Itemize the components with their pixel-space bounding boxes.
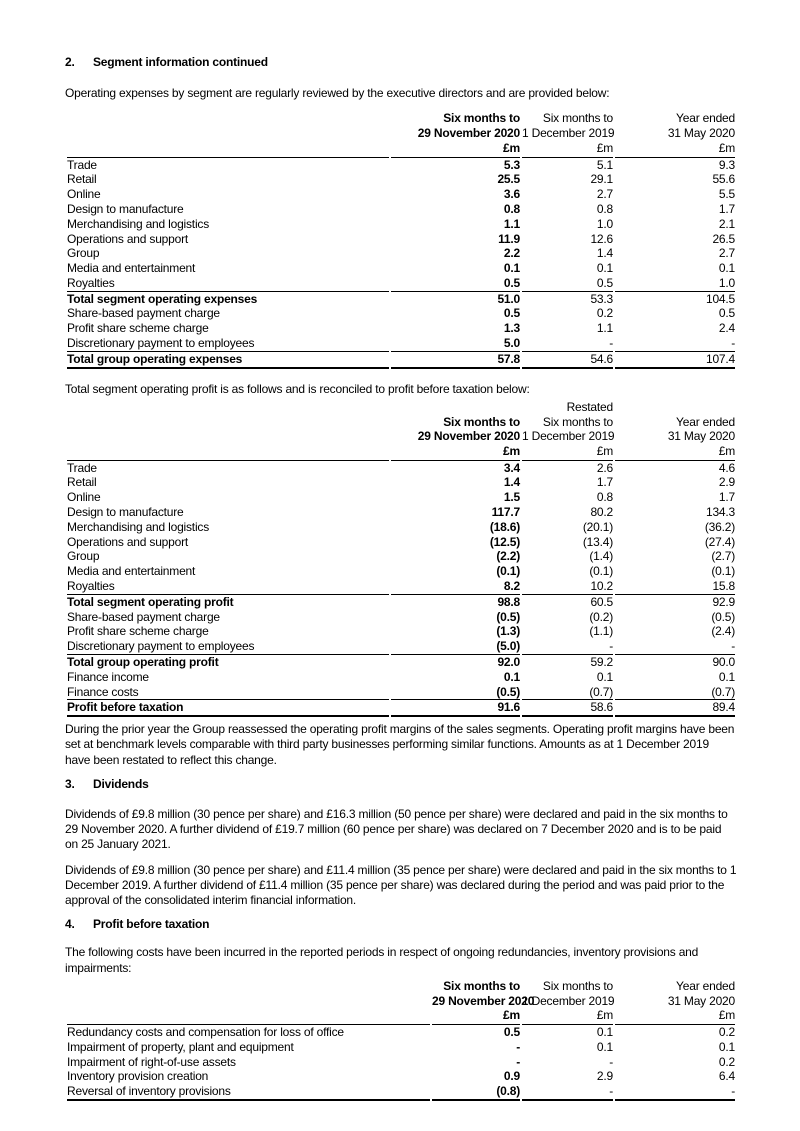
cell-value: 25.5	[497, 172, 520, 187]
header-line: £m	[718, 443, 735, 458]
cell-value: 0.5	[596, 275, 613, 290]
cell-value: 1.1	[596, 321, 613, 336]
header-line: £m	[596, 443, 613, 458]
table-row	[67, 610, 735, 625]
section-number: 2.	[65, 55, 75, 69]
cell-value: (0.5)	[496, 609, 520, 624]
header-line: 31 May 2020	[667, 126, 735, 141]
cell-value: 1.4	[596, 246, 613, 261]
cell-value: 0.1	[503, 669, 520, 684]
cell-value: 1.4	[503, 475, 520, 490]
cell-value: 26.5	[712, 231, 735, 246]
header-line: £m	[503, 140, 520, 155]
row-label: Impairment of property, plant and equipment	[67, 1039, 294, 1054]
cell-value: (0.8)	[432, 1084, 520, 1101]
cell-value: 0.1	[718, 261, 735, 276]
row-label: Share-based payment charge	[67, 306, 220, 321]
cell-value: 55.6	[712, 172, 735, 187]
cell-value: -	[615, 1084, 735, 1101]
row-label: Profit before taxation	[67, 699, 389, 717]
row-label: Royalties	[67, 579, 115, 594]
table-row	[67, 461, 735, 476]
cell-value: (20.1)	[582, 519, 613, 534]
table-row	[67, 232, 735, 247]
row-label: Retail	[67, 475, 97, 490]
header-line: 1 December 2019	[522, 993, 615, 1008]
cell-value: (1.3)	[496, 624, 520, 639]
cell-value: 134.3	[705, 505, 735, 520]
cell-value: 0.2	[718, 1054, 735, 1069]
cell-value: (0.1)	[589, 564, 613, 579]
section-number: 4.	[65, 917, 75, 932]
cell-value: 10.2	[590, 579, 613, 594]
table-row	[67, 1025, 735, 1040]
cell-value: 5.5	[718, 187, 735, 202]
table-row	[67, 1040, 735, 1055]
table-row	[67, 624, 735, 639]
table-row	[67, 535, 735, 550]
restatement-note: During the prior year the Group reassessed the operating profit margins of the sales segments. Operating profit margins have been set at benchmark levels comparable with third party businesses performing similar functions. Amounts as at 1 December 2019 have been restated to reflect this change.	[65, 722, 735, 767]
row-label: Trade	[67, 157, 97, 172]
cell-value: 107.4	[615, 351, 735, 369]
cell-value: 1.5	[503, 490, 520, 505]
period-column-header	[391, 400, 520, 461]
cell-value: 3.4	[503, 460, 520, 475]
table-row	[67, 579, 735, 594]
cell-value: 5.1	[596, 157, 613, 172]
header-line: 1 December 2019	[522, 429, 615, 444]
row-label: Group	[67, 246, 100, 261]
cell-value: (1.4)	[589, 549, 613, 564]
header-line: Six months to	[443, 414, 520, 429]
row-label: Total group operating expenses	[67, 351, 389, 369]
cell-value: 0.5	[718, 306, 735, 321]
row-label: Royalties	[67, 275, 115, 290]
row-label-column-header	[67, 400, 389, 461]
cell-value: 1.7	[718, 201, 735, 216]
cell-value: -	[731, 639, 735, 654]
cell-value: (2.7)	[711, 549, 735, 564]
cell-value: 3.6	[503, 187, 520, 202]
cell-value: (0.2)	[589, 609, 613, 624]
period-column-header	[522, 400, 613, 461]
header-line: Six months to	[443, 111, 520, 126]
cell-value: 2.7	[596, 187, 613, 202]
operating-profit-table	[65, 400, 737, 717]
cell-value: -	[609, 1054, 613, 1069]
row-label: Discretionary payment to employees	[67, 336, 255, 351]
period-column-header	[522, 111, 613, 157]
cell-value: 104.5	[615, 291, 735, 307]
header-line: £m	[718, 1008, 735, 1023]
table-row	[67, 505, 735, 520]
table-row	[67, 276, 735, 291]
cell-value: (0.5)	[496, 684, 520, 699]
row-label: Online	[67, 187, 101, 202]
cell-value: (0.1)	[711, 564, 735, 579]
table-row	[67, 549, 735, 564]
table-row	[67, 520, 735, 535]
row-label: Retail	[67, 172, 97, 187]
period-column-header	[615, 979, 735, 1025]
period-column-header	[522, 979, 613, 1025]
table-header-row	[67, 400, 735, 461]
table-row	[67, 246, 735, 261]
total-row	[67, 699, 735, 717]
table-row	[67, 172, 735, 187]
cell-value: 0.1	[596, 669, 613, 684]
row-label-column-header	[67, 111, 389, 157]
header-line: Six months to	[542, 111, 613, 126]
table-row	[67, 158, 735, 173]
cell-value: -	[609, 639, 613, 654]
cell-value: 5.0	[503, 336, 520, 351]
cell-value: 0.1	[718, 669, 735, 684]
cell-value: 5.3	[503, 157, 520, 172]
period-column-header	[615, 111, 735, 157]
total-row	[67, 291, 735, 307]
row-label: Profit share scheme charge	[67, 321, 209, 336]
row-label: Discretionary payment to employees	[67, 639, 255, 654]
cell-value: 2.1	[718, 216, 735, 231]
row-label: Design to manufacture	[67, 505, 184, 520]
table-row	[67, 1055, 735, 1070]
cell-value: -	[731, 336, 735, 351]
row-label: Trade	[67, 460, 97, 475]
row-label: Total segment operating expenses	[67, 291, 389, 307]
operating-expenses-table	[65, 111, 737, 368]
cell-value: 0.1	[503, 261, 520, 276]
cell-value: 0.5	[503, 306, 520, 321]
header-line: £m	[503, 443, 520, 458]
header-line: Six months to	[542, 978, 613, 993]
table-row	[67, 639, 735, 654]
row-label: Share-based payment charge	[67, 609, 220, 624]
cell-value: 117.7	[491, 505, 520, 520]
cell-value: 92.9	[615, 594, 735, 610]
cell-value: (13.4)	[582, 534, 613, 549]
cell-value: 2.4	[718, 321, 735, 336]
row-label: Merchandising and logistics	[67, 216, 210, 231]
cell-value: 57.8	[391, 351, 520, 369]
row-label: Media and entertainment	[67, 564, 196, 579]
cell-value: 2.9	[596, 1069, 613, 1084]
cell-value: 0.2	[718, 1024, 735, 1039]
cell-value: 80.2	[590, 505, 613, 520]
cell-value: (0.1)	[496, 564, 520, 579]
cell-value: 2.2	[503, 246, 520, 261]
header-line: 31 May 2020	[667, 429, 735, 444]
cell-value: 0.1	[596, 1039, 613, 1054]
cell-value: 59.2	[522, 654, 613, 670]
section-title: Profit before taxation	[93, 917, 210, 932]
cell-value: 29.1	[590, 172, 613, 187]
period-column-header	[391, 111, 520, 157]
table-row	[67, 1069, 735, 1084]
cell-value: 0.8	[596, 490, 613, 505]
cell-value: 54.6	[522, 351, 613, 369]
header-line: Year ended	[676, 414, 735, 429]
table-row	[67, 202, 735, 217]
cell-value: 15.8	[712, 579, 735, 594]
row-label: Finance income	[67, 669, 149, 684]
row-label: Inventory provision creation	[67, 1069, 209, 1084]
table-row	[67, 187, 735, 202]
cell-value: 2.7	[718, 246, 735, 261]
table-row	[67, 490, 735, 505]
cell-value: 0.5	[503, 275, 520, 290]
table-row	[67, 1084, 735, 1101]
cell-value: 0.2	[596, 306, 613, 321]
row-label: Finance costs	[67, 684, 139, 699]
cell-value: 0.1	[596, 1024, 613, 1039]
cell-value: (27.4)	[704, 534, 735, 549]
cell-value: 89.4	[615, 699, 735, 717]
cell-value: 1.7	[718, 490, 735, 505]
dividends-paragraph-prior: Dividends of £9.8 million (30 pence per share) and £11.4 million (35 pence per share) were declared and paid in the six months to 1 December 2019. A further dividend of £11.4 million (35 pence per share) was declared during the period and was paid prior to the approval of the consolidated interim financial information.	[65, 862, 737, 908]
table-row	[67, 306, 735, 321]
cell-value: 0.8	[596, 201, 613, 216]
table-row	[67, 261, 735, 276]
cell-value: 92.0	[391, 654, 520, 670]
cell-value: 53.3	[522, 291, 613, 307]
costs-intro: The following costs have been incurred in the reported periods in respect of ongoing redundancies, inventory provisions and impairments:	[65, 945, 699, 975]
row-label: Group	[67, 549, 100, 564]
cell-value: 1.7	[596, 475, 613, 490]
row-label: Operations and support	[67, 534, 189, 549]
cell-value: 51.0	[391, 291, 520, 307]
cell-value: 11.9	[498, 231, 520, 246]
row-label: Reversal of inventory provisions	[67, 1084, 430, 1101]
table-row	[67, 321, 735, 336]
row-label: Impairment of right-of-use assets	[67, 1054, 236, 1069]
table-row	[67, 217, 735, 232]
cell-value: 2.6	[596, 460, 613, 475]
cell-value: 1.0	[718, 275, 735, 290]
cell-value: 60.5	[522, 594, 613, 610]
cell-value: 1.0	[596, 216, 613, 231]
cell-value: -	[609, 336, 613, 351]
cell-value: 2.9	[718, 475, 735, 490]
row-label: Online	[67, 490, 101, 505]
table-row	[67, 564, 735, 579]
section-title: Segment information continued	[93, 55, 268, 69]
row-label: Media and entertainment	[67, 261, 196, 276]
total-row	[67, 351, 735, 369]
cell-value: 1.3	[503, 321, 520, 336]
dividends-paragraph-current: Dividends of £9.8 million (30 pence per share) and £16.3 million (50 pence per share) were declared and paid in the six months to 29 November 2020. A further dividend of £19.7 million (60 pence per share) was declared on 7 December 2020 and is to be paid on 25 January 2021.	[65, 807, 728, 852]
header-line: £m	[596, 1008, 613, 1023]
cell-value: 0.1	[596, 261, 613, 276]
cell-value: (2.2)	[496, 549, 520, 564]
cell-value: (1.1)	[589, 624, 613, 639]
cell-value: 4.6	[718, 460, 735, 475]
header-line: 29 November 2020	[432, 993, 535, 1008]
cell-value: (12.5)	[489, 534, 520, 549]
cell-value: 58.6	[522, 699, 613, 717]
operating-expenses-intro: Operating expenses by segment are regularly reviewed by the executive directors and are provided below:	[65, 86, 610, 101]
costs-table	[65, 979, 737, 1101]
header-line: Six months to	[443, 978, 520, 993]
cell-value: -	[522, 1084, 613, 1101]
row-label: Operations and support	[67, 231, 189, 246]
cell-value: 1.1	[503, 216, 520, 231]
row-label: Merchandising and logistics	[67, 519, 210, 534]
cell-value: 12.6	[590, 231, 613, 246]
section-heading-dividends	[65, 777, 737, 792]
header-line: £m	[718, 140, 735, 155]
cell-value: (0.5)	[711, 609, 735, 624]
cell-value: (0.7)	[711, 684, 735, 699]
row-label: Profit share scheme charge	[67, 624, 209, 639]
cell-value: (2.4)	[711, 624, 735, 639]
cell-value: (36.2)	[704, 519, 735, 534]
row-label-column-header	[67, 979, 430, 1025]
section-number: 3.	[65, 776, 75, 791]
cell-value: 90.0	[615, 654, 735, 670]
cell-value: -	[516, 1054, 520, 1069]
header-line: 1 December 2019	[522, 126, 615, 141]
cell-value: 98.8	[391, 594, 520, 610]
table-header-row	[67, 111, 735, 157]
cell-value: 6.4	[718, 1069, 735, 1084]
header-line: Restated	[566, 399, 613, 414]
section-heading-segment-information	[65, 55, 737, 70]
total-row	[67, 654, 735, 670]
table-row	[67, 670, 735, 685]
total-row	[67, 594, 735, 610]
table-row	[67, 685, 735, 700]
header-line: 29 November 2020	[417, 126, 520, 141]
table-row	[67, 336, 735, 351]
table-header-row	[67, 979, 735, 1025]
row-label: Total segment operating profit	[67, 594, 389, 610]
section-heading-profit-before-taxation	[65, 917, 737, 932]
cell-value: 0.9	[503, 1069, 520, 1084]
section-title: Dividends	[93, 776, 149, 791]
cell-value: 91.6	[391, 699, 520, 717]
cell-value: 9.3	[718, 157, 735, 172]
cell-value: 0.5	[503, 1024, 520, 1039]
row-label: Total group operating profit	[67, 654, 389, 670]
cell-value: 8.2	[503, 579, 520, 594]
header-line: £m	[503, 1008, 520, 1023]
header-line: Six months to	[542, 414, 613, 429]
cell-value: (0.7)	[589, 684, 613, 699]
row-label: Design to manufacture	[67, 201, 184, 216]
cell-value: 0.1	[718, 1039, 735, 1054]
period-column-header	[615, 400, 735, 461]
header-line: 31 May 2020	[667, 993, 735, 1008]
cell-value: -	[516, 1039, 520, 1054]
cell-value: (5.0)	[496, 639, 520, 654]
header-line: Year ended	[676, 111, 735, 126]
reconciliation-intro: Total segment operating profit is as follows and is reconciled to profit before taxation below:	[65, 381, 530, 396]
header-line: £m	[596, 140, 613, 155]
cell-value: 0.8	[503, 201, 520, 216]
cell-value: (18.6)	[489, 519, 520, 534]
table-row	[67, 475, 735, 490]
row-label: Redundancy costs and compensation for loss of office	[67, 1024, 344, 1039]
period-column-header	[432, 978, 535, 1025]
header-line: 29 November 2020	[417, 429, 520, 444]
header-line: Year ended	[676, 978, 735, 993]
